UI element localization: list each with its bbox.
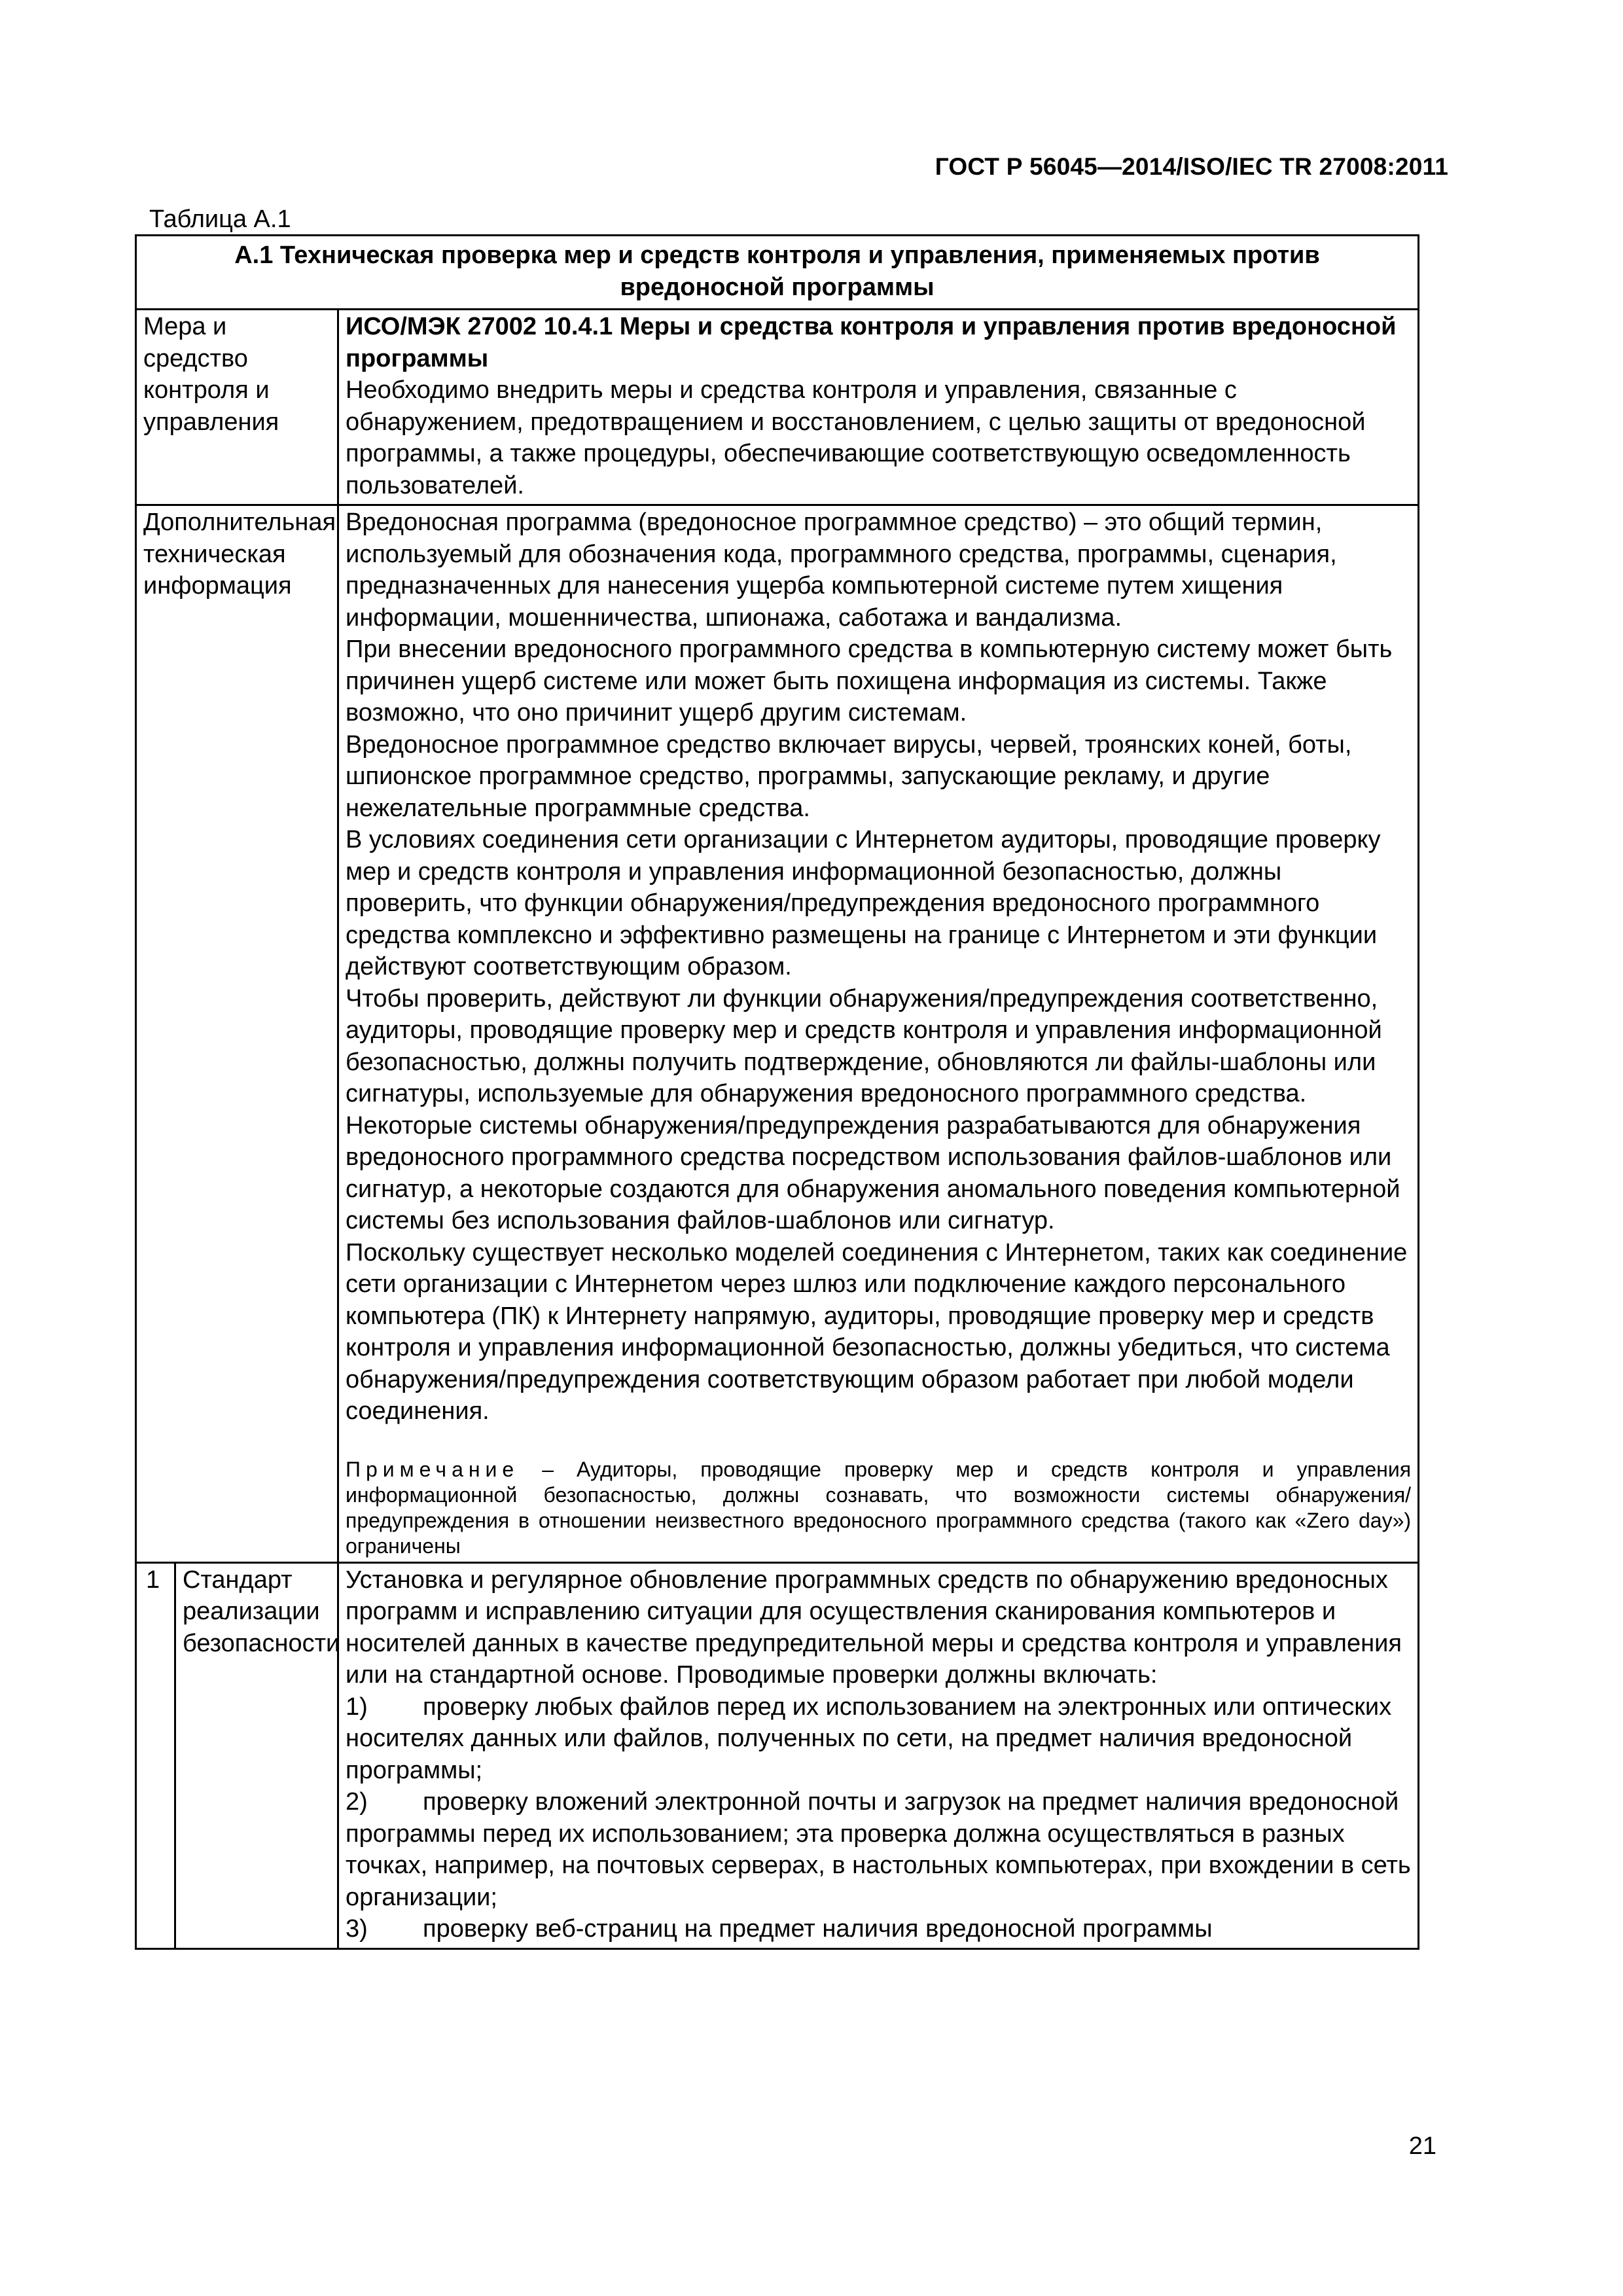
list-item-text: проверку веб-страниц на предмет наличия вредоносной программы <box>423 1915 1213 1943</box>
note-label: Примечание <box>346 1457 520 1481</box>
list-item-text: проверку любых файлов перед их использованием на электронных или оптических носителях данных или файлов, полученных по сети, на предмет наличия вредоносной программы; <box>346 1693 1392 1784</box>
row-label-additional-info: Дополнительная техническая информация <box>136 505 338 1563</box>
table-row-additional-info <box>136 505 1419 1563</box>
additional-info-content <box>338 505 1419 1563</box>
row-label-control: Мера и средство контроля и управления <box>136 310 338 505</box>
document-header-code: ГОСТ Р 56045—2014/ISO/IEC TR 27008:2011 <box>935 153 1448 180</box>
list-item-number: 1) <box>346 1693 368 1721</box>
standard-intro: Установка и регулярное обновление программных средств по обнаружению вредоносных программ и исправлению ситуации для осуществления сканирования компьютеров и носителей данных в качестве предупредительной меры и средства контроля и управления или на стандартной основе. Проводимые проверки должны включать: <box>346 1566 1402 1689</box>
info-paragraph-7: Поскольку существует несколько моделей соединения с Интернетом, таких как соединение сети организации с Интернетом через шлюз или подключение каждого персонального компьютера (ПК) к Интернету напрямую, аудиторы, проводящие проверку мер и средств контроля и управления информационной безопасностью, должны убедиться, что система обнаружения/предупреждения соответствующим образом работает при любой модели соединения. <box>346 1238 1408 1425</box>
list-item-number: 3) <box>346 1915 368 1943</box>
list-item-number: 2) <box>346 1788 368 1816</box>
page-number: 21 <box>1408 2132 1436 2160</box>
table-title-row <box>136 236 1419 310</box>
row-label-standard: Стандарт реализации безопасности <box>175 1562 338 1948</box>
list-item-text: проверку вложений электронной почты и загрузок на предмет наличия вредоносной программы перед их использованием; эта проверка должна осуществляться в разных точках, например, на почтовых серверах, в настольных компьютерах, при вхождении в сеть организации; <box>346 1788 1411 1911</box>
list-item <box>346 1691 1411 1787</box>
list-item <box>346 1913 1411 1945</box>
control-table <box>135 234 1419 1950</box>
control-content <box>338 310 1419 505</box>
list-item <box>346 1786 1411 1913</box>
info-paragraph-6: Некоторые системы обнаружения/предупреждения разрабатываются для обнаружения вредоносного программного средства посредством использования файлов-шаблонов или сигнатур, а некоторые создаются для обнаружения аномального поведения компьютерной системы без использования файлов-шаблонов или сигнатур. <box>346 1111 1400 1234</box>
table-title: А.1 Техническая проверка мер и средств контроля и управления, применяемых против вредоносной программы <box>136 236 1419 310</box>
info-paragraph-3: Вредоносное программное средство включает вирусы, червей, троянских коней, боты, шпионское программное средство, программы, запускающие рекламу, и другие нежелательные программные средства. <box>346 730 1352 822</box>
table-row-control <box>136 310 1419 505</box>
info-paragraph-2: При внесении вредоносного программного средства в компьютерную систему может быть причинен ущерб системе или может быть похищена информация из системы. Также возможно, что оно причинит ущерб другим системам. <box>346 636 1393 726</box>
info-paragraph-4: В условиях соединения сети организации с Интернетом аудиторы, проводящие проверку мер и средств контроля и управления информационной безопасностью, должны проверить, что функции обнаружения/предупреждения вредоносного программного средства комплексно и эффективно размещены на границе с Интернетом и эти функции действуют соответствующим образом. <box>346 826 1381 980</box>
note-text: – Аудиторы, проводящие проверку мер и средств контроля и управления информационной безопасностью, должны сознавать, что возможности системы обнаружения/предупреждения в отношении неизвестного вредоносного программного средства (такого как «Zero day») ограничены <box>346 1457 1412 1558</box>
row-number: 1 <box>136 1562 175 1948</box>
table-caption: Таблица А.1 <box>149 206 291 233</box>
info-paragraph-1: Вредоносная программа (вредоносное программное средство) – это общий термин, используемый для обозначения кода, программного средства, программы, сценария, предназначенных для нанесения ущерба компьютерной системе путем хищения информации, мошенничества, шпионажа, саботажа и вандализма. <box>346 509 1337 632</box>
info-note <box>346 1457 1411 1559</box>
info-paragraph-5: Чтобы проверить, действуют ли функции обнаружения/предупреждения соответственно, аудиторы, проводящие проверку мер и средств контроля и управления информационной безопасностью, должны получить подтверждение, обновляются ли файлы-шаблоны или сигнатуры, используемые для обнаружения вредоносного программного средства. <box>346 984 1382 1107</box>
control-heading: ИСО/МЭК 27002 10.4.1 Меры и средства контроля и управления против вредоносной программы <box>346 313 1397 372</box>
control-text: Необходимо внедрить меры и средства контроля и управления, связанные с обнаружением, предотвращением и восстановлением, с целью защиты от вредоносной программы, а также процедуры, обеспечивающие соответствующую осведомленность пользователей. <box>346 376 1366 499</box>
standard-content <box>338 1562 1419 1948</box>
table-row-1 <box>136 1562 1419 1948</box>
